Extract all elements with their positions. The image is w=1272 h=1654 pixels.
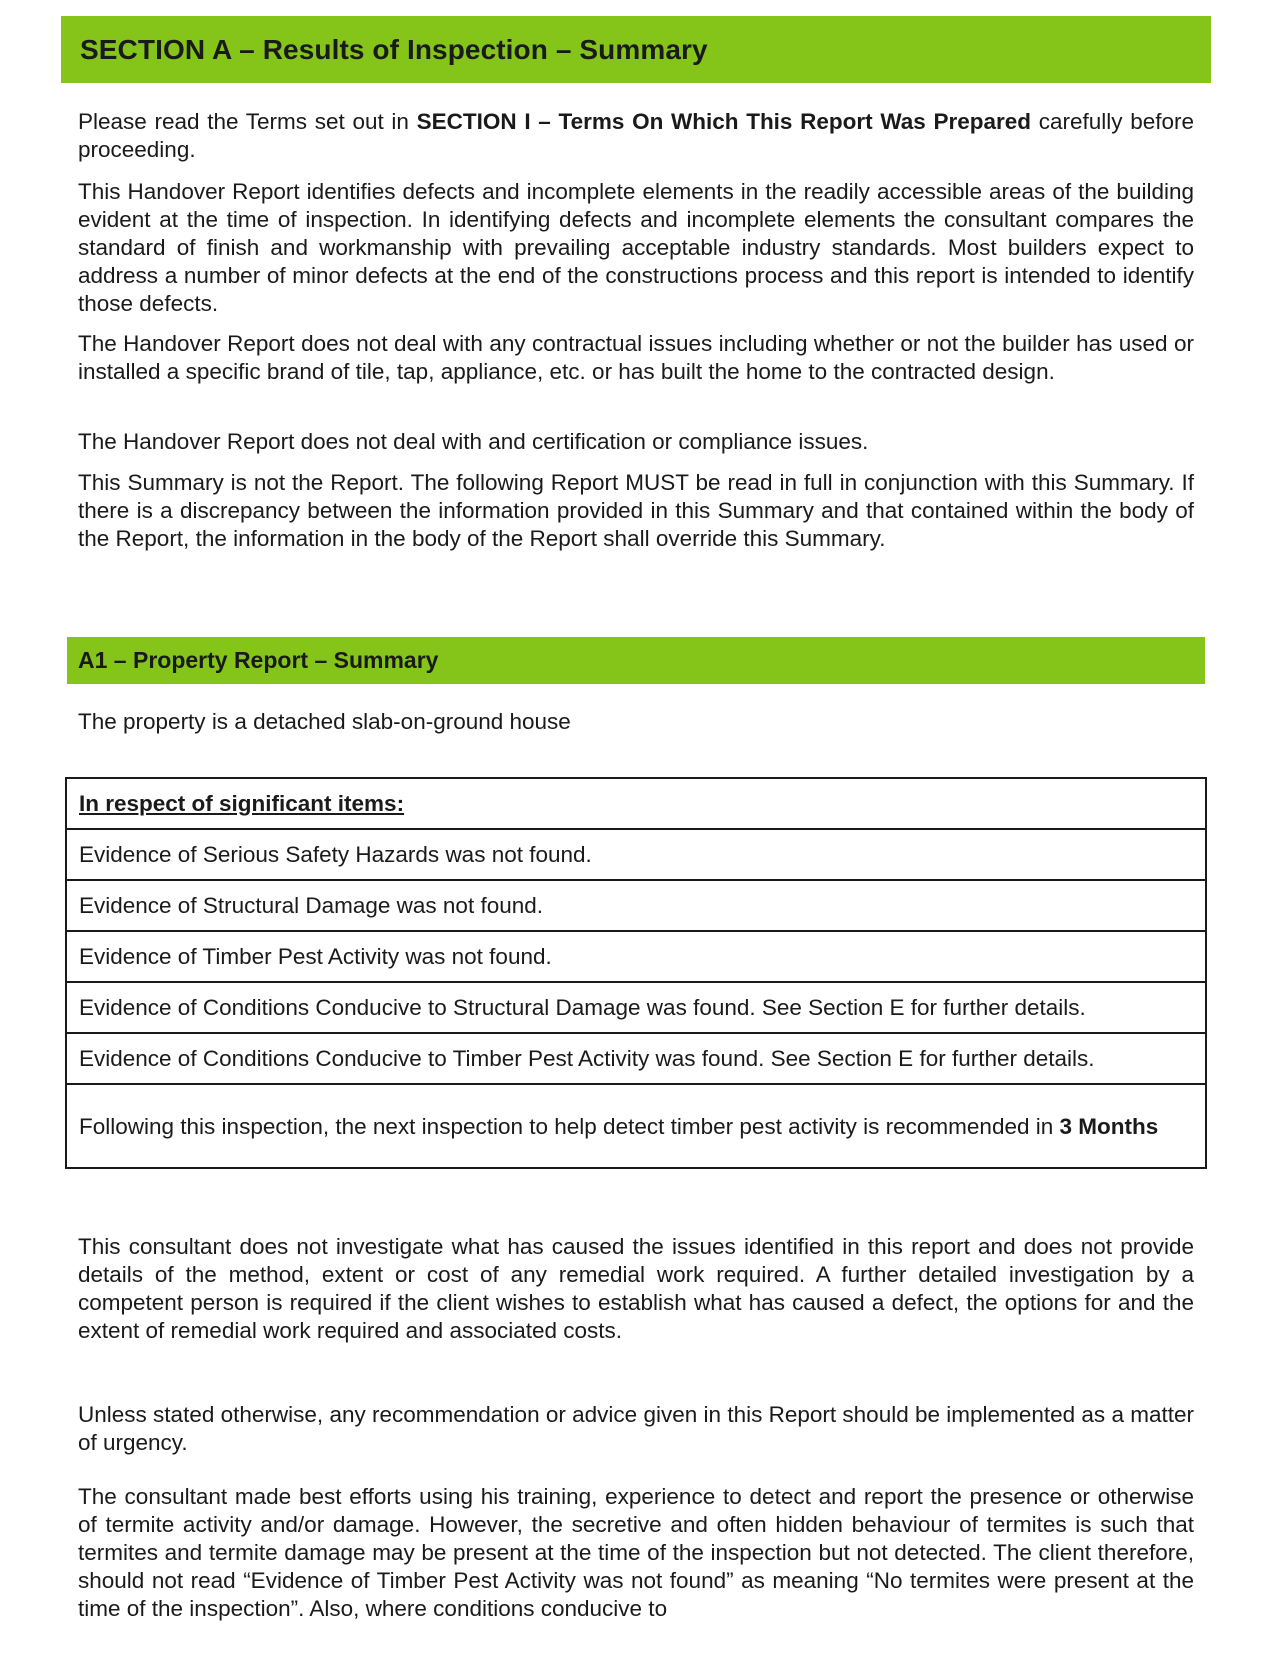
summary-note-paragraph: This Summary is not the Report. The following Report MUST be read in full in conjunction with this Summary. If there is a discrepancy between the information provided in this Summary and that contained within the body of the Report, the information in the body of the Report shall override this Summary. (78, 470, 1194, 551)
next-inspection-text: Following this inspection, the next inspection to help detect timber pest activity is recommended in (79, 1114, 1060, 1139)
urgency-paragraph: Unless stated otherwise, any recommendation or advice given in this Report should be implemented as a matter of urgency. (78, 1402, 1194, 1455)
conducive-structural-finding: Evidence of Conditions Conducive to Structural Damage was found. See Section E for further details. (66, 982, 1206, 1033)
section-i-reference: SECTION I – Terms On Which This Report Was Prepared (416, 109, 1032, 134)
property-description: The property is a detached slab-on-ground house (78, 709, 571, 734)
efforts-paragraph: The consultant made best efforts using his training, experience to detect and report the presence or otherwise of termite activity and/or damage. However, the secretive and often hidden behaviour of termites is such that termites and termite damage may be present at the time of the inspection but not detected. The client therefore, should not read “Evidence of Timber Pest Activity was not found” as meaning “No termites were present at the time of the inspection”. Also, where conditions conducive to (78, 1484, 1194, 1621)
certification-paragraph: The Handover Report does not deal with and certification or compliance issues. (78, 429, 869, 454)
section-a1-banner (67, 637, 1205, 684)
contractual-paragraph: The Handover Report does not deal with any contractual issues including whether or not the builder has used or installed a specific brand of tile, tap, appliance, etc. or has built the home to the contracted design. (78, 331, 1194, 384)
table-row (66, 829, 1206, 880)
intro-text-after: carefully before proceeding. (78, 109, 1194, 162)
section-a1-title: A1 – Property Report – Summary (78, 647, 439, 673)
next-inspection-recommendation (66, 1084, 1206, 1168)
table-row (66, 982, 1206, 1033)
section-a-title: SECTION A – Results of Inspection – Summary (80, 33, 708, 65)
section-a-banner (61, 16, 1211, 83)
table-row (66, 1084, 1206, 1168)
intro-paragraph (78, 108, 1194, 164)
next-inspection-interval: 3 Months (1059, 1114, 1159, 1139)
table-row (66, 1033, 1206, 1084)
table-row (66, 778, 1206, 829)
intro-text-before: Please read the Terms set out in (78, 109, 417, 134)
significant-items-heading: In respect of significant items: (66, 778, 1206, 829)
table-row (66, 931, 1206, 982)
table-row (66, 880, 1206, 931)
identifies-paragraph: This Handover Report identifies defects and incomplete elements in the readily accessible areas of the building evident at the time of inspection. In identifying defects and incomplete elements the consultant compares the standard of finish and workmanship with prevailing acceptable industry standards. Most builders expect to address a number of minor defects at the end of the constructions process and this report is intended to identify those defects. (78, 179, 1194, 316)
consultant-paragraph: This consultant does not investigate what has caused the issues identified in this report and does not provide details of the method, extent or cost of any remedial work required. A further detailed investigation by a competent person is required if the client wishes to establish what has caused a defect, the options for and the extent of remedial work required and associated costs. (78, 1234, 1194, 1343)
timber-pest-finding: Evidence of Timber Pest Activity was not found. (66, 931, 1206, 982)
safety-hazards-finding: Evidence of Serious Safety Hazards was not found. (66, 829, 1206, 880)
structural-damage-finding: Evidence of Structural Damage was not found. (66, 880, 1206, 931)
conducive-timber-pest-finding: Evidence of Conditions Conducive to Timber Pest Activity was found. See Section E for further details. (66, 1033, 1206, 1084)
significant-items-table (65, 777, 1207, 1169)
